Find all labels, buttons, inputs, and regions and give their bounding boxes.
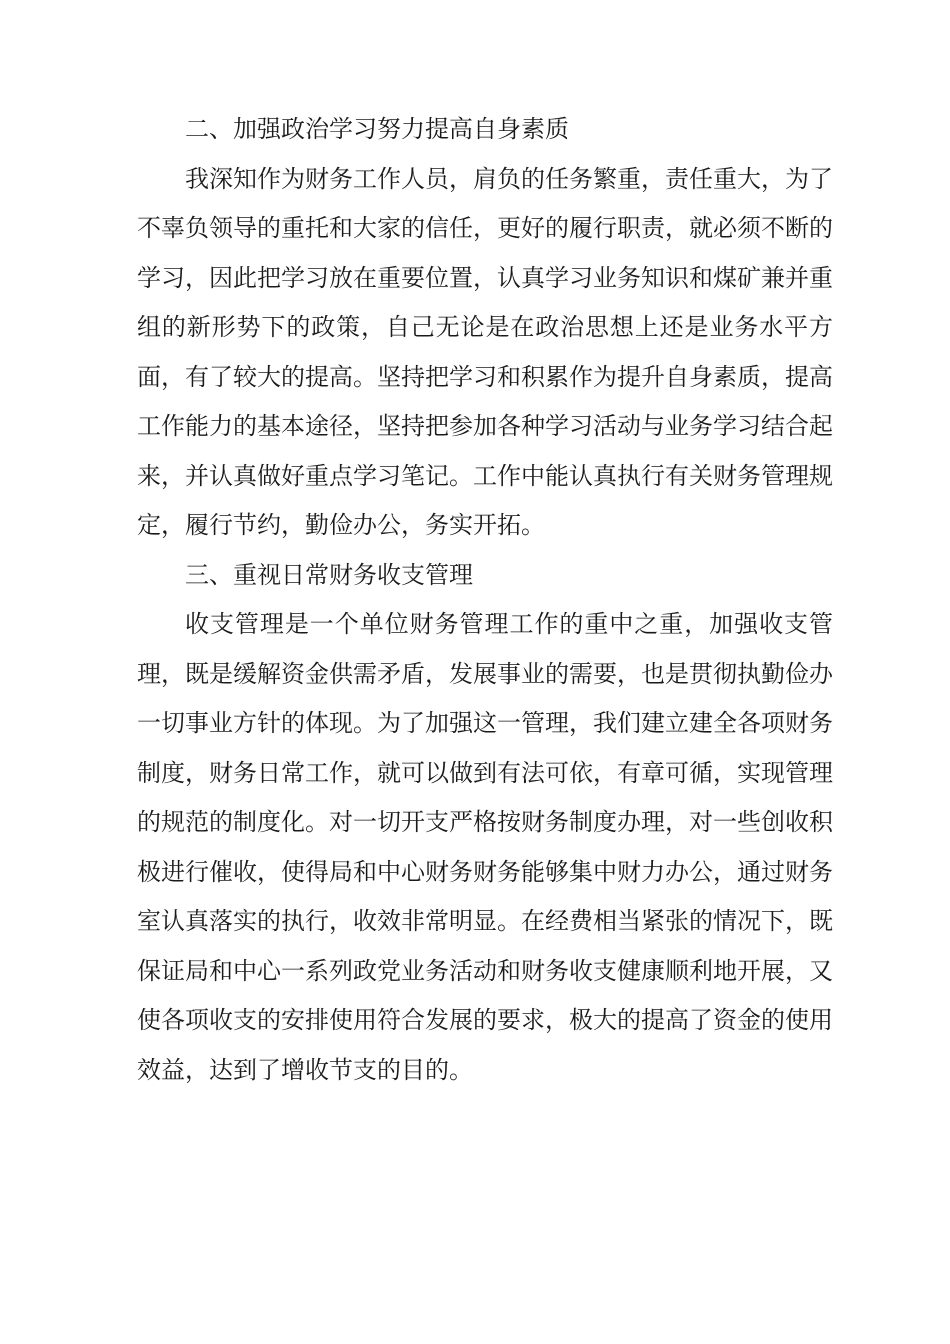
section-heading: 二、加强政治学习努力提高自身素质 [185, 115, 569, 143]
section-political-study [137, 105, 833, 551]
body-paragraph: 收支管理是一个单位财务管理工作的重中之重，加强收支管理，既是缓解资金供需矛盾，发展事业的需要，也是贯彻执勤俭办一切事业方针的体现。为了加强这一管理，我们建立建全各项财务制度，财务日常工作，就可以做到有法可依，有章可循，实现管理的规范的制度化。对一切开支严格按财务制度办理，对一些创收积极进行催收，使得局和中心财务财务能够集中财力办公，通过财务室认真落实的执行，收效非常明显。在经费相当紧张的情况下，既保证局和中心一系列政党业务活动和财务收支健康顺利地开展，又使各项收支的安排使用符合发展的要求，极大的提高了资金的使用效益，达到了增收节支的目的。 [137, 610, 833, 1084]
body-paragraph: 我深知作为财务工作人员，肩负的任务繁重，责任重大，为了不辜负领导的重托和大家的信任，更好的履行职责，就必须不断的学习，因此把学习放在重要位置，认真学习业务知识和煤矿兼并重组的新形势下的政策，自己无论是在政治思想上还是业务水平方面，有了较大的提高。坚持把学习和积累作为提升自身素质，提高工作能力的基本途径，坚持把参加各种学习活动与业务学习结合起来，并认真做好重点学习笔记。工作中能认真执行有关财务管理规定，履行节约，勤俭办公，务实开拓。 [137, 164, 833, 539]
section-heading: 三、重视日常财务收支管理 [185, 560, 473, 589]
section-financial-management [137, 551, 833, 1096]
document-page [137, 105, 833, 1095]
